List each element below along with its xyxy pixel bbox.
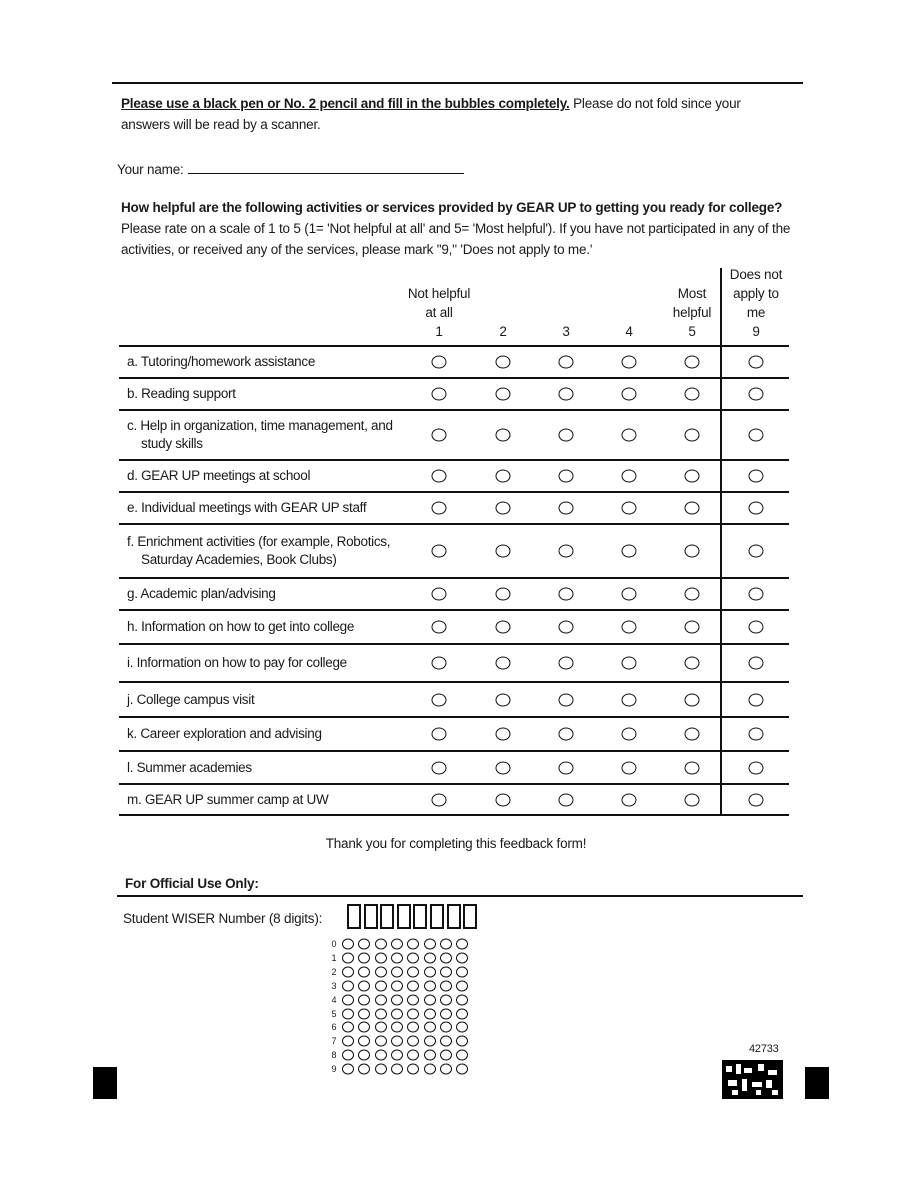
rating-bubble[interactable] — [685, 793, 700, 806]
row-divider — [119, 491, 789, 493]
row-label-line: m. GEAR UP summer camp at UW — [127, 791, 329, 807]
rating-bubble[interactable] — [559, 761, 574, 774]
rating-bubble[interactable] — [559, 429, 574, 442]
wiser-bubble[interactable] — [440, 980, 452, 991]
instructions-bold: Please use a black pen or No. 2 pencil and fill in the bubbles completely. — [121, 96, 570, 111]
row-label — [127, 467, 417, 485]
column-header-line: 3 — [562, 324, 570, 339]
official-rule — [117, 895, 803, 897]
wiser-bubble[interactable] — [456, 994, 468, 1005]
wiser-bubble[interactable] — [375, 1064, 387, 1075]
wiser-bubble[interactable] — [424, 966, 436, 977]
digit-row-label: 4 — [331, 994, 337, 1005]
rating-bubble[interactable] — [622, 728, 637, 741]
row-label-line: a. Tutoring/homework assistance — [127, 354, 316, 369]
wiser-bubble[interactable] — [375, 966, 387, 977]
rating-bubble[interactable] — [749, 502, 764, 515]
digit-row-label: 2 — [331, 966, 337, 977]
row-label — [127, 585, 417, 603]
row-label — [127, 353, 417, 371]
wiser-bubble[interactable] — [342, 1022, 354, 1033]
wiser-bubble[interactable] — [424, 1008, 436, 1019]
wiser-bubble[interactable] — [358, 1036, 370, 1047]
rating-bubble[interactable] — [432, 657, 447, 670]
rating-bubble[interactable] — [559, 621, 574, 634]
rating-bubble[interactable] — [559, 657, 574, 670]
rating-bubble[interactable] — [685, 761, 700, 774]
rating-bubble[interactable] — [432, 621, 447, 634]
rating-bubble[interactable] — [749, 761, 764, 774]
rating-bubble[interactable] — [622, 793, 637, 806]
rating-bubble[interactable] — [622, 470, 637, 483]
rating-bubble[interactable] — [685, 429, 700, 442]
row-label-line: b. Reading support — [127, 386, 236, 401]
wiser-bubble[interactable] — [440, 939, 452, 950]
rating-bubble[interactable] — [432, 728, 447, 741]
wiser-bubble[interactable] — [391, 980, 403, 991]
digit-row-label: 9 — [331, 1064, 337, 1075]
wiser-bubble[interactable] — [391, 1008, 403, 1019]
column-header-line: at all — [425, 305, 453, 320]
row-label — [127, 618, 417, 636]
rating-bubble[interactable] — [622, 545, 637, 558]
wiser-digit-box[interactable] — [463, 904, 477, 929]
wiser-bubble[interactable] — [440, 1036, 452, 1047]
wiser-bubble[interactable] — [342, 994, 354, 1005]
thanks-message: Thank you for completing this feedback form! — [325, 836, 587, 851]
rating-bubble[interactable] — [749, 693, 764, 706]
row-divider — [119, 716, 789, 718]
row-label-line: study skills — [141, 436, 203, 451]
row-label — [127, 791, 417, 809]
wiser-bubble[interactable] — [358, 1008, 370, 1019]
rating-bubble[interactable] — [432, 429, 447, 442]
wiser-bubble[interactable] — [391, 1036, 403, 1047]
rating-bubble[interactable] — [749, 621, 764, 634]
wiser-digit-box[interactable] — [364, 904, 378, 929]
row-divider — [119, 814, 789, 816]
wiser-bubble[interactable] — [375, 952, 387, 963]
rating-bubble[interactable] — [559, 545, 574, 558]
column-header — [499, 322, 506, 341]
rating-bubble[interactable] — [559, 793, 574, 806]
rating-bubble[interactable] — [559, 502, 574, 515]
wiser-label: Student WISER Number (8 digits): — [123, 911, 323, 926]
wiser-bubble[interactable] — [440, 994, 452, 1005]
wiser-bubble[interactable] — [407, 1050, 419, 1061]
form-number: 42733 — [749, 1043, 779, 1055]
wiser-bubble[interactable] — [456, 1050, 468, 1061]
column-header-line: Not helpful — [407, 286, 471, 301]
wiser-digit-box[interactable] — [430, 904, 444, 929]
wiser-bubble[interactable] — [358, 939, 370, 950]
row-divider — [119, 377, 789, 379]
wiser-digit-box[interactable] — [397, 904, 411, 929]
row-label — [127, 691, 417, 709]
rating-bubble[interactable] — [432, 793, 447, 806]
rating-bubble[interactable] — [749, 588, 764, 601]
rating-bubble[interactable] — [622, 657, 637, 670]
column-header-line: 1 — [435, 324, 443, 339]
rating-bubble[interactable] — [432, 545, 447, 558]
wiser-bubble[interactable] — [391, 939, 403, 950]
rating-bubble[interactable] — [685, 693, 700, 706]
wiser-digit-box[interactable] — [447, 904, 461, 929]
wiser-bubble[interactable] — [358, 1050, 370, 1061]
wiser-bubble[interactable] — [342, 1064, 354, 1075]
rating-bubble[interactable] — [432, 761, 447, 774]
wiser-bubble[interactable] — [342, 966, 354, 977]
row-divider — [119, 750, 789, 752]
row-label-line: f. Enrichment activities (for example, Robotics, — [127, 534, 391, 549]
rating-bubble[interactable] — [622, 621, 637, 634]
row-label-line: c. Help in organization, time management, and — [127, 418, 393, 433]
rating-bubble[interactable] — [559, 588, 574, 601]
wiser-digit-box[interactable] — [347, 904, 361, 929]
rating-bubble[interactable] — [559, 356, 574, 369]
wiser-bubble[interactable] — [342, 1050, 354, 1061]
rating-bubble[interactable] — [685, 545, 700, 558]
row-label — [127, 725, 417, 743]
wiser-bubble[interactable] — [440, 1022, 452, 1033]
digit-row-label: 3 — [331, 980, 337, 991]
name-field — [117, 161, 464, 177]
wiser-bubble[interactable] — [391, 994, 403, 1005]
wiser-bubble[interactable] — [407, 952, 419, 963]
wiser-bubble[interactable] — [456, 1008, 468, 1019]
row-label — [127, 385, 417, 403]
rating-bubble[interactable] — [559, 470, 574, 483]
rating-bubble[interactable] — [496, 356, 511, 369]
wiser-bubble[interactable] — [375, 1008, 387, 1019]
rating-bubble[interactable] — [685, 356, 700, 369]
column-header-line: 2 — [499, 324, 507, 339]
row-label-line: l. Summer academies — [127, 759, 252, 775]
column-header — [730, 265, 782, 341]
rating-bubble[interactable] — [685, 657, 700, 670]
wiser-bubble[interactable] — [424, 980, 436, 991]
wiser-bubble[interactable] — [342, 939, 354, 950]
wiser-bubble[interactable] — [358, 952, 370, 963]
column-header — [673, 284, 711, 341]
column-header — [562, 322, 569, 341]
wiser-bubble[interactable] — [375, 1050, 387, 1061]
row-label — [127, 533, 417, 569]
question — [121, 197, 793, 260]
row-label-line: j. College campus visit — [127, 691, 255, 707]
rating-bubble[interactable] — [496, 621, 511, 634]
wiser-bubble[interactable] — [358, 1064, 370, 1075]
digit-row-label: 8 — [331, 1050, 337, 1061]
rating-bubble[interactable] — [622, 502, 637, 515]
row-divider — [119, 609, 789, 611]
name-blank[interactable] — [188, 161, 464, 174]
row-divider — [119, 681, 789, 683]
row-divider — [119, 345, 789, 347]
row-label — [127, 654, 417, 672]
column-header-line: Does not — [729, 267, 783, 282]
rating-bubble[interactable] — [559, 693, 574, 706]
wiser-bubble[interactable] — [358, 1022, 370, 1033]
wiser-bubble[interactable] — [391, 966, 403, 977]
row-label-line: h. Information on how to get into college — [127, 619, 355, 634]
wiser-bubble[interactable] — [440, 1064, 452, 1075]
row-label — [127, 759, 417, 777]
rating-bubble[interactable] — [432, 502, 447, 515]
wiser-bubble[interactable] — [440, 1008, 452, 1019]
row-label — [127, 417, 417, 453]
rating-bubble[interactable] — [749, 470, 764, 483]
wiser-bubble[interactable] — [407, 939, 419, 950]
wiser-bubble[interactable] — [424, 1022, 436, 1033]
wiser-bubble[interactable] — [440, 966, 452, 977]
rating-bubble[interactable] — [432, 470, 447, 483]
wiser-bubble[interactable] — [391, 952, 403, 963]
rating-bubble[interactable] — [496, 761, 511, 774]
wiser-bubble[interactable] — [407, 1036, 419, 1047]
wiser-bubble[interactable] — [424, 939, 436, 950]
rating-bubble[interactable] — [622, 693, 637, 706]
wiser-bubble[interactable] — [375, 980, 387, 991]
rating-bubble[interactable] — [496, 588, 511, 601]
wiser-bubble[interactable] — [424, 994, 436, 1005]
wiser-bubble[interactable] — [358, 966, 370, 977]
rating-bubble[interactable] — [432, 693, 447, 706]
rating-bubble[interactable] — [749, 545, 764, 558]
column-header — [625, 322, 632, 341]
rating-bubble[interactable] — [622, 388, 637, 401]
digit-row-label: 6 — [331, 1022, 337, 1033]
column-header-line: 4 — [625, 324, 633, 339]
wiser-bubble[interactable] — [456, 966, 468, 977]
name-label: Your name: — [117, 162, 184, 177]
wiser-digit-box[interactable] — [413, 904, 427, 929]
row-divider — [119, 643, 789, 645]
column-header-line: 5 — [688, 324, 696, 339]
wiser-bubble[interactable] — [456, 952, 468, 963]
wiser-bubble[interactable] — [440, 1050, 452, 1061]
rating-bubble[interactable] — [496, 429, 511, 442]
digit-row-label: 1 — [331, 952, 337, 963]
rating-bubble[interactable] — [496, 388, 511, 401]
wiser-bubble[interactable] — [407, 994, 419, 1005]
wiser-bubble[interactable] — [456, 1064, 468, 1075]
instructions — [121, 93, 791, 135]
question-rest: Please rate on a scale of 1 to 5 (1= 'Not helpful at all' and 5= 'Most helpful'). If you have not participated in any of the activities, or received any of the services, please mark "9," 'Does not apply to me.' — [121, 221, 791, 257]
rating-bubble[interactable] — [749, 657, 764, 670]
rating-bubble[interactable] — [432, 588, 447, 601]
row-label-line: Saturday Academies, Book Clubs) — [141, 552, 337, 567]
wiser-bubble[interactable] — [424, 1064, 436, 1075]
top-rule — [112, 82, 803, 84]
wiser-bubble[interactable] — [407, 1008, 419, 1019]
rating-bubble[interactable] — [685, 588, 700, 601]
column-header-line: Most — [677, 286, 707, 301]
rating-bubble[interactable] — [685, 470, 700, 483]
wiser-bubble[interactable] — [342, 980, 354, 991]
wiser-bubble[interactable] — [424, 952, 436, 963]
row-label-line: k. Career exploration and advising — [127, 726, 322, 741]
wiser-bubble[interactable] — [424, 1036, 436, 1047]
row-label-line: d. GEAR UP meetings at school — [127, 468, 311, 483]
rating-bubble[interactable] — [496, 545, 511, 558]
wiser-bubble[interactable] — [342, 952, 354, 963]
rating-bubble[interactable] — [496, 728, 511, 741]
wiser-bubble[interactable] — [358, 994, 370, 1005]
rating-bubble[interactable] — [432, 388, 447, 401]
column-header-line: helpful — [672, 305, 712, 320]
rating-bubble[interactable] — [749, 356, 764, 369]
registration-mark-left — [93, 1067, 117, 1099]
rating-bubble[interactable] — [685, 502, 700, 515]
row-label-line: i. Information on how to pay for college — [127, 655, 347, 670]
wiser-bubble[interactable] — [456, 939, 468, 950]
digit-row-label: 7 — [331, 1036, 337, 1047]
row-divider — [119, 783, 789, 785]
rating-bubble[interactable] — [685, 728, 700, 741]
rating-bubble[interactable] — [622, 588, 637, 601]
wiser-bubble[interactable] — [375, 994, 387, 1005]
registration-mark-right — [805, 1067, 829, 1099]
rating-bubble[interactable] — [749, 728, 764, 741]
wiser-bubble[interactable] — [424, 1050, 436, 1061]
column-header — [408, 284, 470, 341]
rating-bubble[interactable] — [749, 793, 764, 806]
row-divider — [119, 577, 789, 579]
rating-bubble[interactable] — [622, 761, 637, 774]
column-header-line: apply to — [733, 286, 779, 301]
instructions-rest: Please do not fold since your answers will be read by a scanner. — [121, 96, 741, 132]
column-header-line: me — [746, 305, 766, 320]
digit-row-label: 0 — [331, 939, 337, 949]
wiser-bubble[interactable] — [375, 1036, 387, 1047]
rating-bubble[interactable] — [496, 657, 511, 670]
row-label — [127, 499, 417, 517]
wiser-bubble[interactable] — [358, 980, 370, 991]
wiser-bubble[interactable] — [456, 1036, 468, 1047]
wiser-digit-box[interactable] — [380, 904, 394, 929]
row-divider — [119, 409, 789, 411]
rating-bubble[interactable] — [622, 429, 637, 442]
wiser-bubble[interactable] — [407, 1064, 419, 1075]
wiser-bubble[interactable] — [407, 980, 419, 991]
row-divider — [119, 523, 789, 525]
wiser-bubble[interactable] — [456, 980, 468, 991]
rating-bubble[interactable] — [749, 429, 764, 442]
official-use-heading: For Official Use Only: — [125, 876, 259, 891]
rating-bubble[interactable] — [749, 388, 764, 401]
wiser-bubble[interactable] — [407, 966, 419, 977]
row-label-line: e. Individual meetings with GEAR UP staff — [127, 500, 367, 515]
wiser-bubble[interactable] — [342, 1036, 354, 1047]
wiser-bubble[interactable] — [407, 1022, 419, 1033]
wiser-bubble[interactable] — [375, 1022, 387, 1033]
wiser-bubble[interactable] — [342, 1008, 354, 1019]
column-separator — [720, 268, 722, 814]
digit-row-label: 5 — [331, 1008, 337, 1019]
column-header-line: 9 — [752, 324, 760, 339]
wiser-bubble[interactable] — [391, 1050, 403, 1061]
row-label-line: g. Academic plan/advising — [127, 586, 276, 601]
rating-bubble[interactable] — [432, 356, 447, 369]
wiser-bubble[interactable] — [391, 1022, 403, 1033]
row-divider — [119, 459, 789, 461]
rating-bubble[interactable] — [559, 728, 574, 741]
rating-bubble[interactable] — [685, 621, 700, 634]
rating-bubble[interactable] — [685, 388, 700, 401]
rating-bubble[interactable] — [496, 470, 511, 483]
rating-bubble[interactable] — [559, 388, 574, 401]
wiser-bubble[interactable] — [391, 1064, 403, 1075]
barcode-icon — [722, 1060, 783, 1099]
rating-bubble[interactable] — [622, 356, 637, 369]
question-bold: How helpful are the following activities or services provided by GEAR UP to getting you ready for college? — [121, 200, 783, 215]
wiser-bubble[interactable] — [456, 1022, 468, 1033]
wiser-bubble[interactable] — [375, 939, 387, 950]
rating-bubble[interactable] — [496, 693, 511, 706]
wiser-bubble[interactable] — [440, 952, 452, 963]
rating-bubble[interactable] — [496, 793, 511, 806]
rating-bubble[interactable] — [496, 502, 511, 515]
